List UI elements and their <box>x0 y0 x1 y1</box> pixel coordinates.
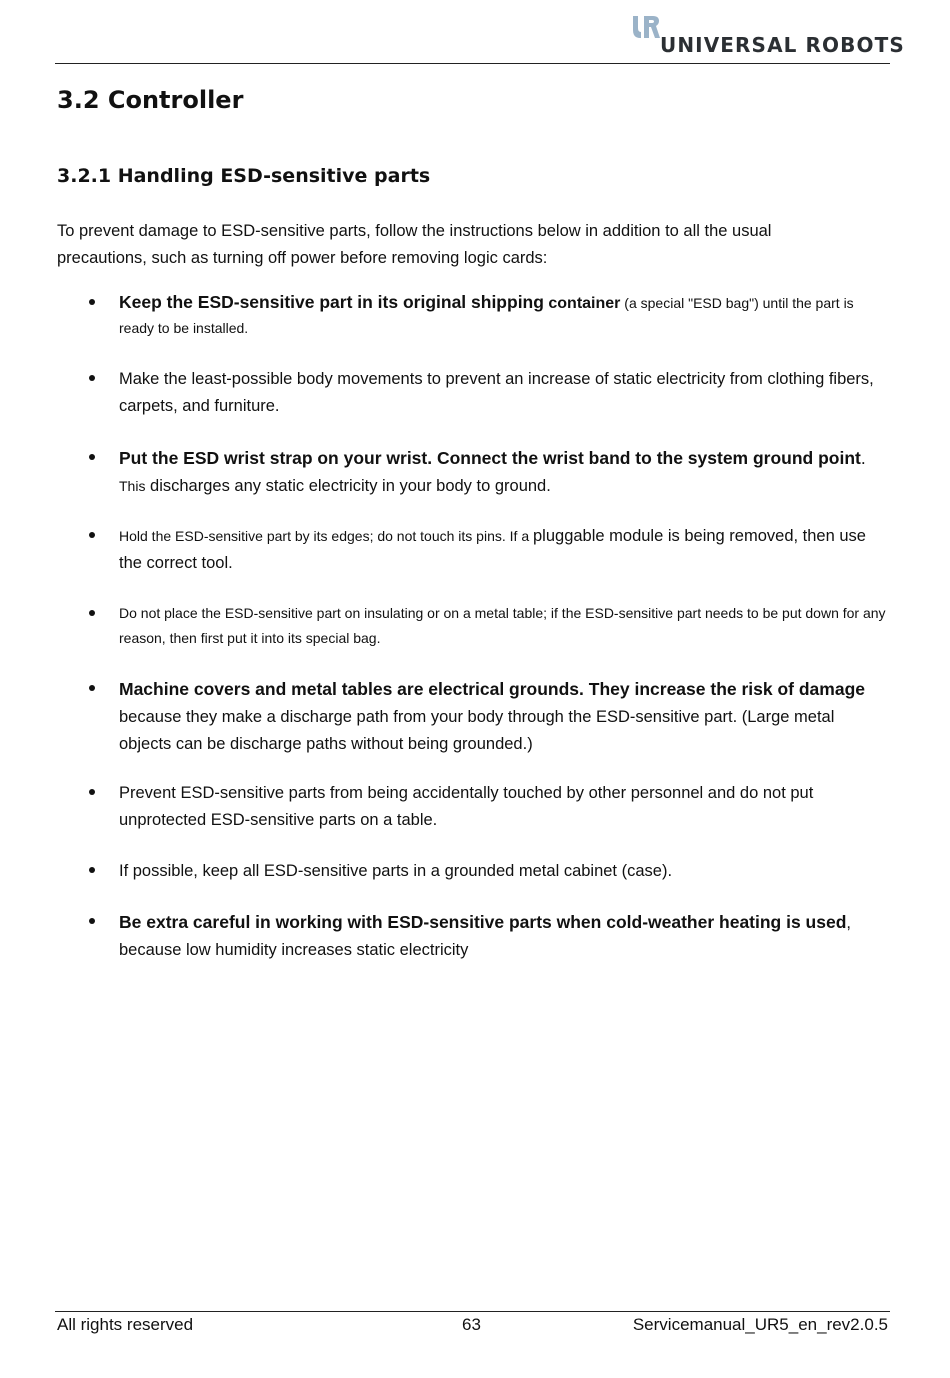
item-bold-text: Put the ESD wrist strap on your wrist. Connect the wrist band to the system ground point <box>119 448 861 468</box>
bullet-icon <box>89 789 95 795</box>
item-small-text: This <box>119 478 146 494</box>
document-id: Servicemanual_UR5_en_rev2.0.5 <box>632 1315 888 1334</box>
item-text: Make the least-possible body movements to prevent an increase of static electricity from clothing fibers, carpets, and furniture. <box>119 370 874 415</box>
bullet-icon <box>89 454 95 460</box>
bullet-icon <box>89 867 95 873</box>
header-divider <box>55 63 890 64</box>
item-text: . <box>860 448 866 468</box>
list-item <box>119 290 889 341</box>
item-text: If possible, keep all ESD-sensitive parts in a grounded metal cabinet (case). <box>119 862 673 880</box>
universal-robots-logo-icon <box>630 14 660 42</box>
intro-paragraph: To prevent damage to ESD-sensitive parts, follow the instructions below in addition to all the usual precautions, such as turning off power before removing logic cards: <box>57 222 772 267</box>
bullet-icon <box>89 299 95 305</box>
brand-logo <box>630 14 905 58</box>
list-item <box>119 858 889 885</box>
item-bold-small-text: container <box>543 295 621 312</box>
footer-copyright: All rights reserved <box>57 1315 194 1334</box>
list-item <box>119 366 889 420</box>
item-text: discharges any static electricity in your body to ground. <box>145 477 551 495</box>
subsection-title: 3.2.1 Handling ESD-sensitive parts <box>57 165 431 187</box>
item-small-text: Hold the ESD-sensitive part by its edges; do not touch its pins. If a <box>119 528 533 544</box>
item-text: because they make a discharge path from your body through the ESD-sensitive part. (Large metal objects can be discharge paths without being grounded.) <box>119 708 835 753</box>
list-item <box>119 523 889 577</box>
bullet-icon <box>89 918 95 924</box>
item-text: , because low humidity increases static electricity <box>119 914 851 959</box>
list-item <box>119 909 889 964</box>
item-bold-text: Keep the ESD-sensitive part in its original shipping <box>119 292 544 312</box>
brand-name: UNIVERSAL ROBOTS <box>660 33 905 57</box>
item-text: (a special "ESD bag") until the part is ready to be installed. <box>119 295 854 336</box>
list-item <box>119 445 889 500</box>
item-bold-text: Be extra careful in working with ESD-sensitive parts when cold-weather heating is used <box>119 912 847 932</box>
item-text: Do not place the ESD-sensitive part on insulating or on a metal table; if the ESD-sensitive part needs to be put down for any reason, then first put it into its special bag. <box>119 605 886 646</box>
bullet-icon <box>89 610 95 616</box>
footer-divider <box>55 1311 890 1312</box>
section-title: 3.2 Controller <box>57 86 244 114</box>
list-item <box>119 780 889 834</box>
bullet-icon <box>89 685 95 691</box>
item-text: pluggable module is being removed, then use the correct tool. <box>119 527 866 572</box>
item-bold-text: Machine covers and metal tables are electrical grounds. They increase the risk of damage <box>119 679 865 699</box>
bullet-icon <box>89 375 95 381</box>
list-item <box>119 676 889 758</box>
item-text: Prevent ESD-sensitive parts from being accidentally touched by other personnel and do not put unprotected ESD-sensitive parts on a table. <box>119 784 814 829</box>
page-number: 63 <box>462 1315 481 1334</box>
list-item <box>119 601 889 651</box>
bullet-icon <box>89 532 95 538</box>
